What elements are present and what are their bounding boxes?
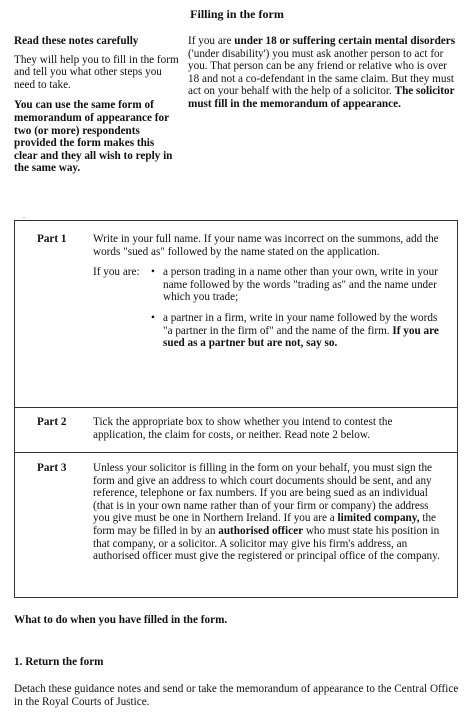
after-filling-heading: What to do when you have filled in the form.: [14, 614, 228, 626]
part-2-text: Tick the appropriate box to show whether you intend to contest the application, the claim for costs, or neither. Read note 2 below.: [93, 416, 393, 441]
return-form-heading: 1. Return the form: [14, 656, 104, 668]
part-3-label: Part 3: [37, 462, 67, 474]
part-3-text: Unless your solicitor is filling in the form on your behalf, you must sign the form and give an address to which court documents should be sent, and any reference, telephone or fax numbers. If you are being sued as an individual (that is in your own name rather than of your firm or company) the address you give must be one in Northern Ireland. If you are a limited company, the form may be filled in by an authorised officer who must state his position in that company, or a solicitor. A solicitor may give his firm's address, an authorised officer must give the registered or principal office of the company.: [93, 462, 440, 563]
part-3-row: [15, 452, 457, 598]
bullet-icon: •: [151, 266, 155, 279]
part-2-row: [15, 407, 457, 452]
margin-mark: .: [23, 211, 25, 220]
part-2-label: Part 2: [37, 416, 67, 428]
bullet-text: a partner in a firm, write in your name followed by the words "a partner in the firm of" and the name of the firm. If you are sued as a partner but are not, say so.: [163, 311, 439, 350]
return-form-text: Detach these guidance notes and send or take the memorandum of appearance to the Central Office in the Royal Courts of Justice.: [14, 683, 459, 708]
disability-note: If you are under 18 or suffering certain mental disorders ('under disability') you must ask another person to act for you. That person can be any friend or relative who is over 18 and not a co-defendant in the same claim. But they must act on your behalf with the help of a solicitor. The solicitor must fill in the memorandum of appearance.: [188, 35, 456, 110]
page-title: Filling in the form: [190, 7, 284, 21]
same-form-note: You can use the same form of memorandum of appearance for two (or more) respondents provided the form makes this clear and they all wish to reply in the same way.: [14, 99, 173, 175]
parts-box: [14, 220, 458, 598]
part-1-label: Part 1: [37, 233, 67, 245]
part-1-text: Write in your full name. If your name was incorrect on the summons, add the words "sued as" followed by the name stated on the application.: [93, 233, 439, 258]
part-2-body: [93, 416, 445, 449]
part-1-row: [15, 221, 457, 407]
part-1-body: [93, 233, 445, 358]
part-1-conditions: [93, 266, 445, 358]
left-column: [14, 35, 179, 183]
bullet-text: a person trading in a name other than your own, write in your name followed by the words "trading as" and the name under which you trade;: [163, 266, 438, 304]
part-3-body: [93, 462, 445, 571]
notes-intro: They will help you to fill in the form and tell you what other steps you need to take.: [14, 53, 179, 91]
part-1-bullets: [151, 266, 445, 358]
if-you-are-label: If you are:: [93, 266, 140, 279]
list-item: [151, 266, 445, 304]
list-item: [151, 312, 445, 350]
bullet-icon: •: [151, 311, 155, 324]
right-column: [188, 35, 458, 119]
notes-heading: Read these notes carefully: [14, 35, 139, 47]
